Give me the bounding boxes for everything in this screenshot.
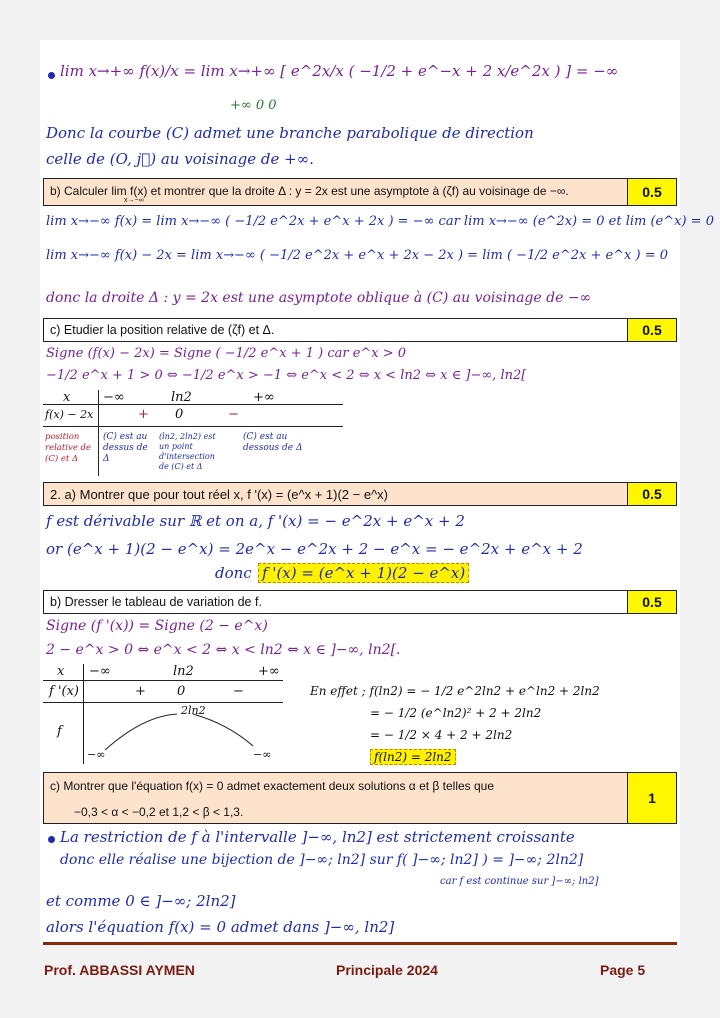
- sign-derivative-ineq: 2 − e^x > 0 ⇔ e^x < 2 ⇔ x < ln2 ⇔ x ∈ ]−∞, ln2[.: [46, 642, 401, 658]
- asymptote-limit-line: lim x→−∞ f(x) − 2x = lim x→−∞ ( −1/2 e^2x + e^x + 2x − 2x ) = lim ( −1/2 e^2x + e^x ) = 0: [46, 248, 669, 263]
- table2-ln2: ln2: [173, 664, 194, 679]
- conclusion-line-2: celle de (O, j⃗) au voisinage de +∞.: [46, 150, 314, 168]
- derivative-result: [258, 564, 469, 582]
- question-b1: [43, 178, 677, 206]
- question-2a: [43, 482, 677, 506]
- restriction-line-3: et comme 0 ∈ ]−∞; 2ln2]: [46, 892, 236, 910]
- limit-line-1: lim x→+∞ f(x)/x = lim x→+∞ [ e^2x/x ( −1/2 + e^−x + 2 x/e^2x ) ] = −∞: [60, 62, 619, 80]
- bullet-icon: [48, 72, 55, 79]
- en-effet-step-2: = − 1/2 (e^ln2)² + 2 + 2ln2: [370, 706, 542, 720]
- footer-page: Page 5: [600, 962, 646, 978]
- table2-plus-inf: +∞: [258, 664, 280, 679]
- points-badge: 0.5: [627, 483, 676, 505]
- question-b2-text: b) Dresser le tableau de variation de f.: [50, 595, 262, 609]
- restriction-line-2: donc elle réalise une bijection de ]−∞; ln2] sur f( ]−∞; ln2] ) = ]−∞; 2ln2]: [60, 852, 584, 868]
- derivative-line-1: f est dérivable sur ℝ et on a, f '(x) = − e^2x + e^x + 2: [46, 512, 465, 530]
- question-b2: [43, 590, 677, 614]
- question-c1: [43, 318, 677, 342]
- table2-minus-inf: −∞: [89, 664, 111, 679]
- table2-left-limit: −∞: [87, 748, 106, 761]
- table1-sign-plus: +: [138, 407, 149, 422]
- question-b1-subscript: x→−∞: [124, 197, 144, 204]
- table1-pos-label: position relative de (C) et Δ: [45, 432, 92, 464]
- table1-pos-right: (C) est au dessous de Δ: [243, 432, 303, 453]
- asymptote-conclusion: donc la droite Δ : y = 2x est une asymptote oblique à (C) au voisinage de −∞: [46, 290, 592, 306]
- table2-sign-plus: +: [135, 684, 146, 699]
- points-badge: 1: [627, 773, 676, 823]
- table1-sign-minus: −: [228, 407, 239, 422]
- restriction-line-1: La restriction de f à l'intervalle ]−∞, ln2] est strictement croissante: [60, 828, 575, 846]
- limit-minus-inf-line: lim x→−∞ f(x) = lim x→−∞ ( −1/2 e^2x + e^x + 2x ) = −∞ car lim x→−∞ (e^2x) = 0 et lim (e^x) = 0: [46, 214, 714, 229]
- table2-sign-zero: 0: [177, 684, 186, 699]
- table2-max: 2ln2: [181, 704, 206, 717]
- highlighted-result: f '(x) = (e^x + 1)(2 − e^x): [258, 563, 469, 583]
- table2-sign-minus: −: [233, 684, 244, 699]
- points-badge: 0.5: [627, 319, 676, 341]
- en-effet-line: En effet ; f(ln2) = − 1/2 e^2ln2 + e^ln2 + 2ln2: [310, 684, 600, 698]
- footer-divider: [43, 942, 677, 945]
- table1-pos-left: (C) est au dessus de Δ: [103, 432, 148, 464]
- table1-plus-inf: +∞: [253, 390, 275, 405]
- table1-pos-mid: (ln2, 2ln2) est un point d'intersection de (C) et Δ: [159, 432, 216, 471]
- derivative-line-2: or (e^x + 1)(2 − e^x) = 2e^x − e^2x + 2 − e^x = − e^2x + e^x + 2: [46, 540, 583, 558]
- en-effet-step-3: = − 1/2 × 4 + 2 + 2ln2: [370, 728, 513, 742]
- question-c1-text: c) Etudier la position relative de (ζf) et Δ.: [50, 323, 275, 337]
- variation-table: [43, 664, 283, 764]
- conclusion-line-1: Donc la courbe (C) admet une branche parabolique de direction: [46, 124, 534, 142]
- question-c2: [43, 772, 677, 824]
- table1-ln2: ln2: [171, 390, 192, 405]
- en-effet-result: [370, 750, 456, 764]
- question-b1-text: b) Calculer lim f(x) et montrer que la droite Δ : y = 2x est une asymptote à (ζf) au voisinage de −∞.: [50, 184, 569, 198]
- table1-sign-zero: 0: [175, 407, 184, 422]
- derivative-conclusion-label: donc: [215, 564, 252, 582]
- position-table: [43, 390, 457, 476]
- bullet-icon: [48, 836, 55, 843]
- table1-sign-label: f(x) − 2x: [45, 408, 94, 421]
- question-c2-text: c) Montrer que l'équation f(x) = 0 admet exactement deux solutions α et β telles que: [50, 779, 495, 793]
- sign-line: Signe (f(x) − 2x) = Signe ( −1/2 e^x + 1 ) car e^x > 0: [46, 346, 407, 361]
- table1-x: x: [63, 390, 71, 405]
- table2-x: x: [57, 664, 65, 679]
- footer-author: Prof. ABBASSI AYMEN: [44, 962, 195, 978]
- points-badge: 0.5: [627, 179, 676, 205]
- limit-annotations: +∞ 0 0: [230, 98, 277, 113]
- table2-fprime-label: f '(x): [49, 684, 79, 699]
- footer-exam: Principale 2024: [336, 962, 438, 978]
- sign-derivative-line: Signe (f '(x)) = Signe (2 − e^x): [46, 618, 268, 634]
- table2-right-limit: −∞: [253, 748, 272, 761]
- points-badge: 0.5: [627, 591, 676, 613]
- restriction-note: car f est continue sur ]−∞; ln2]: [440, 876, 599, 887]
- variation-arrows: [43, 664, 283, 764]
- question-c2-text-2: −0,3 < α < −0,2 et 1,2 < β < 1,3.: [74, 805, 244, 819]
- table2-f-label: f: [57, 724, 62, 739]
- table1-minus-inf: −∞: [103, 390, 125, 405]
- inequality-line: −1/2 e^x + 1 > 0 ⇔ −1/2 e^x > −1 ⇔ e^x < 2 ⇔ x < ln2 ⇔ x ∈ ]−∞, ln2[: [46, 368, 527, 383]
- highlighted-result: f(ln2) = 2ln2: [370, 749, 456, 765]
- restriction-line-4: alors l'équation f(x) = 0 admet dans ]−∞, ln2]: [46, 918, 395, 936]
- question-2a-text: 2. a) Montrer que pour tout réel x, f '(x) = (e^x + 1)(2 − e^x): [50, 487, 389, 502]
